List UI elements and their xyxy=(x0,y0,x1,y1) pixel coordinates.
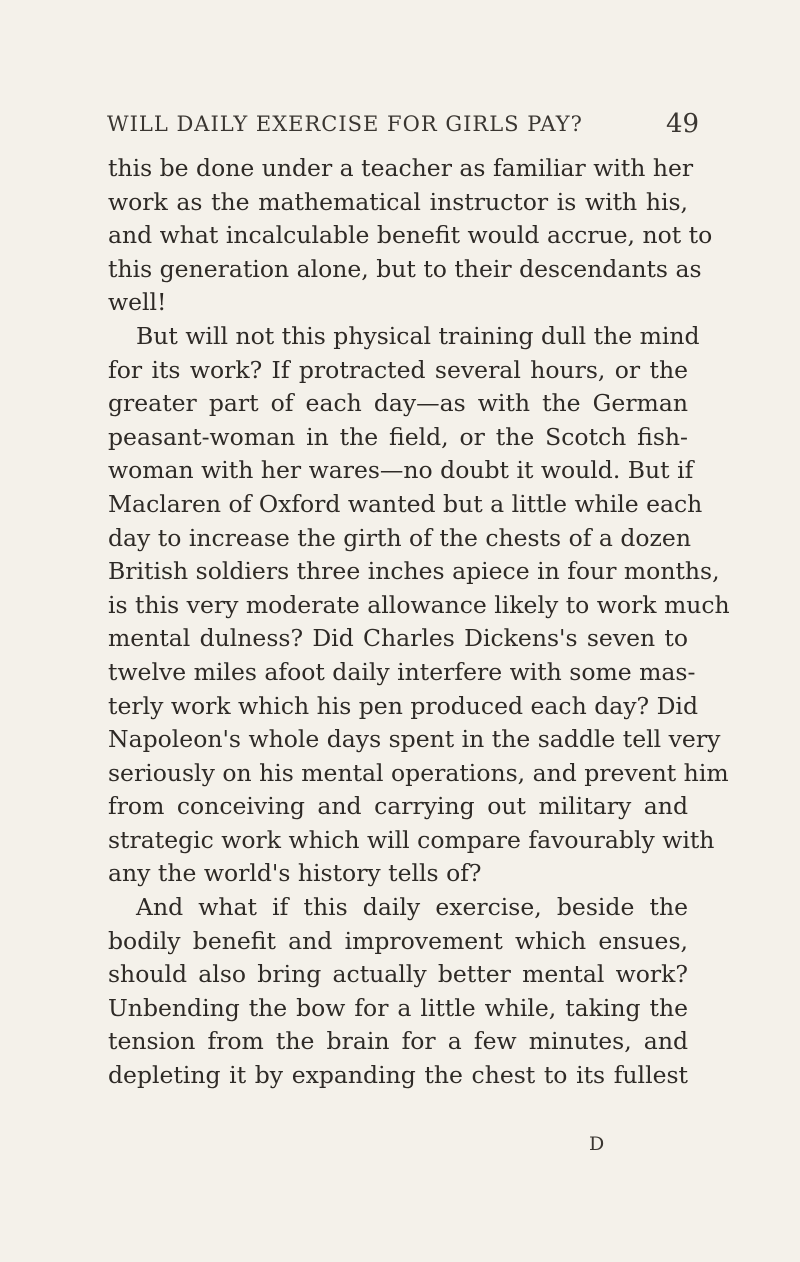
text-line: is this very moderate allowance likely to work much xyxy=(108,590,730,619)
body-text xyxy=(108,152,730,1093)
text-line: this generation alone, but to their descendants as xyxy=(108,254,702,283)
text-line: strategic work which will compare favourably with xyxy=(108,825,715,854)
text-line: mental dulness? Did Charles Dickens's seven to xyxy=(108,624,688,653)
running-head: WILL DAILY EXERCISE FOR GIRLS PAY? xyxy=(107,112,583,136)
text-line: this be done under a teacher as familiar with her xyxy=(108,154,694,182)
text-line: well! xyxy=(108,288,167,317)
text-line: British soldiers three inches apiece in four months, xyxy=(108,557,720,586)
text-line: Napoleon's whole days spent in the saddle tell very xyxy=(108,725,721,754)
text-line: peasant-woman in the field, or the Scotch fish- xyxy=(108,422,688,451)
text-line: But will not this physical training dull the mind xyxy=(136,321,700,350)
page-number: 49 xyxy=(666,109,700,139)
text-line: woman with her wares—no doubt it would. But if xyxy=(108,456,694,485)
text-line: and what incalculable benefit would accrue, not to xyxy=(108,221,713,250)
text-line: terly work which his pen produced each day? Did xyxy=(108,691,698,720)
text-line: tension from the brain for a few minutes, and xyxy=(108,1027,688,1056)
text-line: Unbending the bow for a little while, taking the xyxy=(108,993,688,1022)
text-line: bodily benefit and improvement which ensues, xyxy=(108,926,688,955)
text-line: seriously on his mental operations, and prevent him xyxy=(108,758,729,787)
text-line: greater part of each day—as with the German xyxy=(108,389,688,418)
text-line: any the world's history tells of? xyxy=(108,859,482,888)
text-line: from conceiving and carrying out military and xyxy=(108,792,688,821)
text-line: And what if this daily exercise, beside the xyxy=(136,893,688,922)
text-line: for its work? If protracted several hours, or the xyxy=(108,355,688,384)
text-line: work as the mathematical instructor is with his, xyxy=(108,187,688,216)
text-line: Maclaren of Oxford wanted but a little while each xyxy=(108,489,703,518)
text-line: twelve miles afoot daily interfere with some mas- xyxy=(108,657,696,686)
text-line: day to increase the girth of the chests of a dozen xyxy=(108,523,691,552)
text-line: should also bring actually better mental work? xyxy=(108,960,688,989)
text-line: depleting it by expanding the chest to its fullest xyxy=(108,1061,688,1090)
signature-mark: D xyxy=(589,1133,605,1155)
